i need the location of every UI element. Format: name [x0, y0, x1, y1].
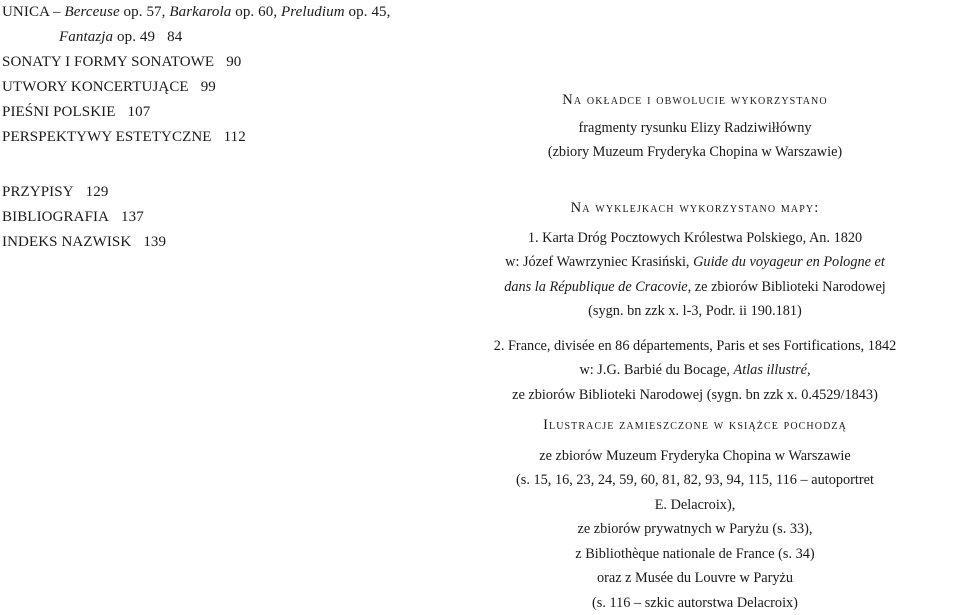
- toc-unica-fantazja-op: op. 49: [113, 29, 155, 45]
- toc-unica-barkarola: Barkarola: [169, 4, 231, 20]
- map2-author: w: J.G. Barbié du Bocage,: [579, 362, 733, 378]
- map1-line: [430, 275, 960, 300]
- toc-entry-unica: [2, 0, 322, 25]
- toc-unica-barkarola-op: op. 60,: [231, 4, 281, 20]
- table-of-contents: [2, 0, 322, 255]
- toc-page-number: 112: [224, 129, 246, 145]
- illustrations-line: oraz z Musée du Louvre w Paryżu: [430, 566, 960, 591]
- toc-page-number: 84: [167, 29, 182, 45]
- toc-title: INDEKS NAZWISK: [2, 234, 131, 250]
- toc-unica-fantazja: Fantazja: [59, 29, 113, 45]
- map1-book-title: Guide du voyageur en Pologne et: [693, 254, 885, 270]
- cover-credit-block: [430, 88, 960, 165]
- map1-line: (sygn. bn zzk x. l-3, Podr. ii 190.181): [430, 299, 960, 324]
- maps-credit-block: [430, 196, 960, 407]
- map1-line: [430, 250, 960, 275]
- toc-entry: [2, 230, 322, 255]
- toc-unica-prefix: UNICA –: [2, 4, 64, 20]
- toc-title: BIBLIOGRAFIA: [2, 209, 109, 225]
- map1-author: w: Józef Wawrzyniec Krasiński,: [505, 254, 693, 270]
- toc-page-number: 90: [226, 54, 241, 70]
- map2-atlas-title: Atlas illustré: [734, 362, 807, 378]
- toc-unica-berceuse-op: op. 57,: [120, 4, 170, 20]
- toc-page-number: 129: [86, 184, 109, 200]
- map1-source: , ze zbiorów Biblioteki Narodowej: [688, 279, 886, 295]
- maps-heading: Na wyklejkach wykorzystano mapy:: [430, 196, 960, 221]
- toc-entry: [2, 75, 322, 100]
- toc-page-number: 99: [201, 79, 216, 95]
- map1-line: 1. Karta Dróg Pocztowych Królestwa Polskiego, An. 1820: [430, 226, 960, 251]
- toc-entry: [2, 100, 322, 125]
- toc-entry: [2, 205, 322, 230]
- illustrations-line: (s. 15, 16, 23, 24, 59, 60, 81, 82, 93, 94, 115, 116 – autoportret: [430, 468, 960, 493]
- toc-title: PERSPEKTYWY ESTETYCZNE: [2, 129, 212, 145]
- toc-title: PRZYPISY: [2, 184, 74, 200]
- toc-title: UTWORY KONCERTUJĄCE: [2, 79, 189, 95]
- toc-entry: [2, 125, 322, 150]
- cover-line: fragmenty rysunku Elizy Radziwiłłówny: [430, 116, 960, 141]
- illustrations-line: z Bibliothèque nationale de France (s. 34): [430, 542, 960, 567]
- spacer: [430, 324, 960, 334]
- toc-entry-unica-cont: [2, 25, 322, 50]
- illustrations-line: ze zbiorów Muzeum Fryderyka Chopina w Warszawie: [430, 444, 960, 469]
- illustrations-credit-block: [430, 413, 960, 615]
- illustrations-line: E. Delacroix),: [430, 493, 960, 518]
- map2-line: 2. France, divisée en 86 départements, Paris et ses Fortifications, 1842: [430, 334, 960, 359]
- cover-line: (zbiory Muzeum Fryderyka Chopina w Warszawie): [430, 140, 960, 165]
- map2-line: [430, 358, 960, 383]
- toc-page-number: 107: [128, 104, 151, 120]
- map2-line: ze zbiorów Biblioteki Narodowej (sygn. bn zzk x. 0.4529/1843): [430, 383, 960, 408]
- toc-unica-preludium: Preludium: [281, 4, 345, 20]
- toc-unica-preludium-op: op. 45,: [345, 4, 391, 20]
- map1-book-title-cont: dans la République de Cracovie: [504, 279, 687, 295]
- toc-title: PIEŚNI POLSKIE: [2, 104, 116, 120]
- toc-unica-berceuse: Berceuse: [64, 4, 119, 20]
- toc-entry: [2, 180, 322, 205]
- toc-gap: [2, 150, 322, 180]
- map2-comma: ,: [807, 362, 811, 378]
- toc-entry: [2, 50, 322, 75]
- illustrations-heading: Ilustracje zamieszczone w książce pochodzą: [430, 413, 960, 438]
- toc-page-number: 137: [121, 209, 144, 225]
- toc-page-number: 139: [143, 234, 166, 250]
- cover-heading: Na okładce i obwolucie wykorzystano: [430, 88, 960, 113]
- illustrations-line: ze zbiorów prywatnych w Paryżu (s. 33),: [430, 517, 960, 542]
- toc-title: SONATY I FORMY SONATOWE: [2, 54, 214, 70]
- illustrations-line: (s. 116 – szkic autorstwa Delacroix): [430, 591, 960, 615]
